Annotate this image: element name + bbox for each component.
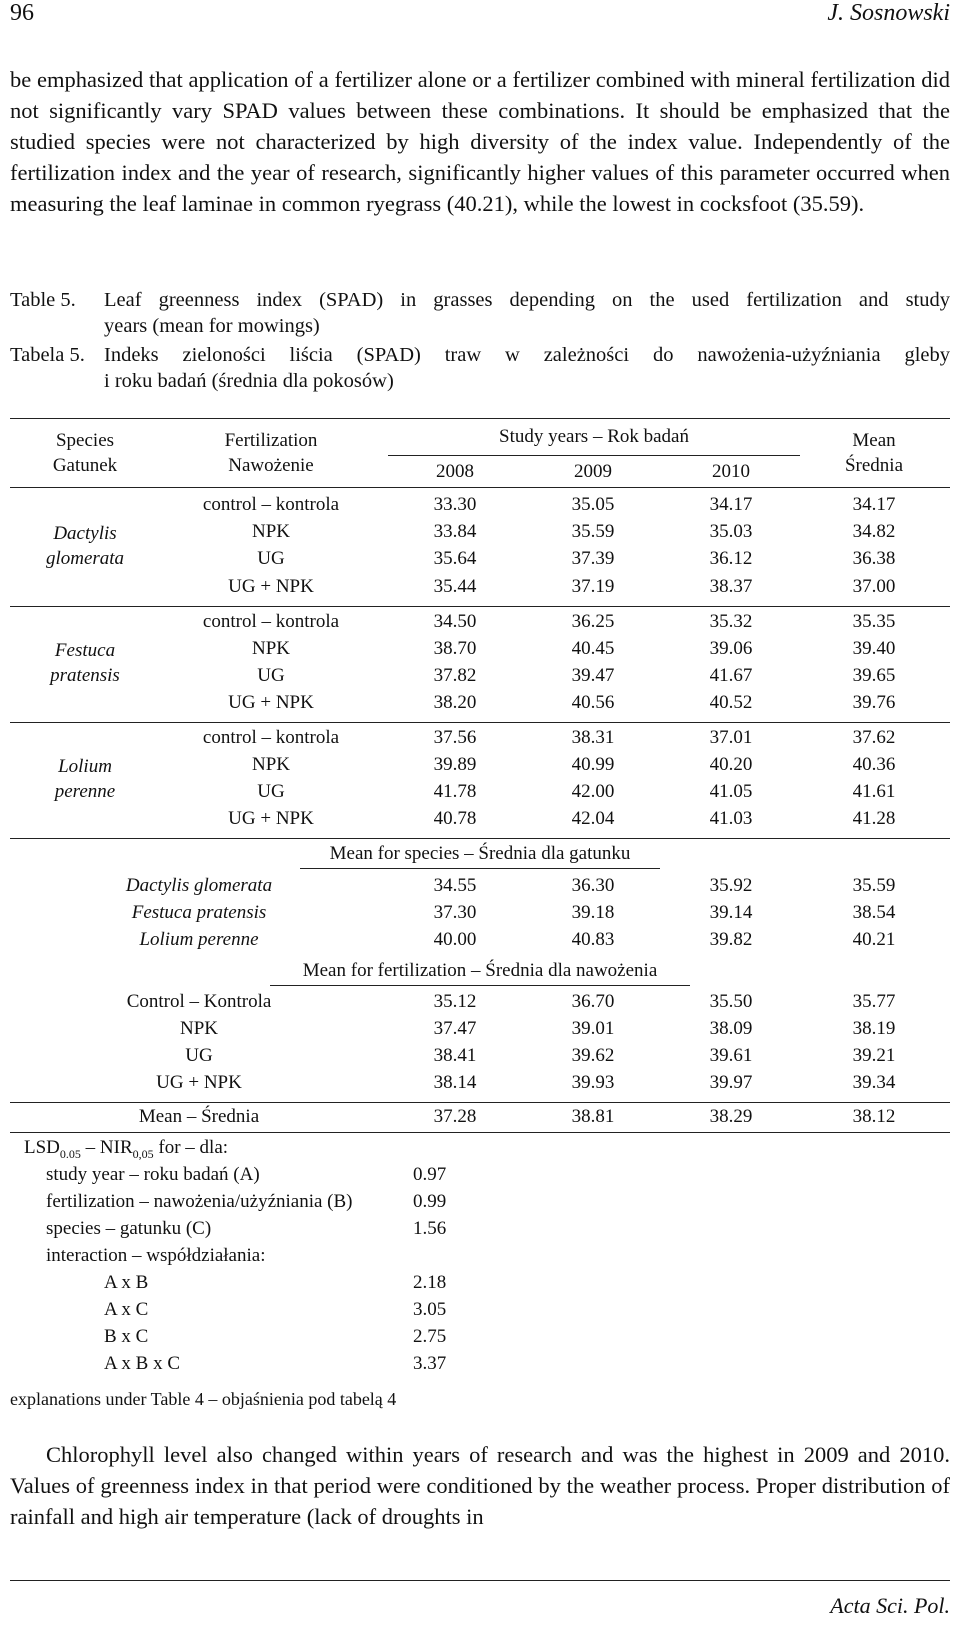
mean-cell: 39.65 (852, 665, 896, 686)
species-mean-label: Lolium perenne (139, 929, 259, 950)
value-cell: 40.20 (709, 754, 753, 775)
value-cell: 40.45 (571, 638, 615, 659)
value-cell: 37.01 (709, 727, 753, 748)
mean-cell: 39.76 (852, 692, 896, 713)
lsd-value: 3.37 (413, 1353, 447, 1374)
value-cell: 38.81 (571, 1106, 615, 1127)
overall-rule-top (10, 1102, 950, 1103)
lsd-label: interaction – współdziałania: (46, 1245, 266, 1266)
page-number: 96 (10, 0, 34, 26)
species-name-1a: Dactylis (53, 523, 117, 544)
table-top-rule (10, 418, 950, 419)
caption-pl-text-1: Indeks zieloności liścia (SPAD) traw w zależności do nawożenia-użyźniania gleby (104, 344, 950, 366)
value-cell: 37.28 (433, 1106, 477, 1127)
species-mean-title: Mean for species – Średnia dla gatunku (329, 843, 631, 864)
value-cell: 39.97 (709, 1072, 753, 1093)
intro-paragraph: be emphasized that application of a fertilizer alone or a fertilizer combined with mineral fertilization did not significantly vary SPAD values between these combinations. It should be emphasized that the studied species were not characterized by high diversity of the index value. Independently of the fertilization index and the year of research, significantly higher values of this parameter occurred when measuring the leaf laminae in common ryegrass (40.21), while the lowest in cocksfoot (35.59). (10, 67, 950, 216)
mean-cell: 41.28 (852, 808, 896, 829)
mean-cell: 38.12 (852, 1106, 896, 1127)
value-cell: 37.82 (433, 665, 477, 686)
value-cell: 39.18 (571, 902, 615, 923)
species-name-2b: pratensis (50, 665, 120, 686)
fert-label: UG (257, 781, 285, 802)
fert-label: UG + NPK (228, 808, 314, 829)
value-cell: 39.89 (433, 754, 477, 775)
value-cell: 38.29 (709, 1106, 753, 1127)
caption-en-text-2: years (mean for mowings) (104, 315, 320, 337)
fert-mean-title-rule (270, 985, 690, 986)
species-name-2a: Festuca (54, 640, 116, 661)
caption-en-label: Table 5. (10, 289, 76, 311)
value-cell: 34.50 (433, 611, 477, 632)
value-cell: 39.93 (571, 1072, 615, 1093)
journal-name: Acta Sci. Pol. (830, 1593, 950, 1618)
fert-label: control – kontrola (202, 611, 340, 632)
value-cell: 39.61 (709, 1045, 753, 1066)
value-cell: 39.47 (571, 665, 615, 686)
value-cell: 36.25 (571, 611, 615, 632)
value-cell: 38.70 (433, 638, 477, 659)
value-cell: 38.31 (571, 727, 615, 748)
running-author: J. Sosnowski (827, 0, 950, 26)
value-cell: 39.62 (571, 1045, 615, 1066)
caption-en-text-1: Leaf greenness index (SPAD) in grasses depending on the used fertilization and study (104, 289, 950, 311)
value-cell: 35.59 (571, 521, 615, 542)
value-cell: 36.70 (571, 991, 615, 1012)
head-species-en: Species (55, 430, 115, 451)
fert-label: control – kontrola (202, 727, 340, 748)
lsd-label: A x B (104, 1272, 149, 1293)
mean-cell: 35.35 (852, 611, 896, 632)
mean-cell: 38.19 (852, 1018, 896, 1039)
species-name-3b: perenne (54, 781, 116, 802)
head-fert-pl: Nawożenie (228, 455, 314, 476)
head-year-2010: 2010 (712, 461, 750, 482)
head-year-2009: 2009 (574, 461, 612, 482)
fert-mean-label: UG (185, 1045, 213, 1066)
lsd-label: A x C (104, 1299, 149, 1320)
lsd-label: study year – roku badań (A) (46, 1164, 260, 1185)
mean-cell: 35.59 (852, 875, 896, 896)
head-mean-en: Mean (852, 430, 896, 451)
mean-cell: 39.21 (852, 1045, 896, 1066)
value-cell: 41.05 (709, 781, 753, 802)
value-cell: 39.14 (709, 902, 753, 923)
value-cell: 39.06 (709, 638, 753, 659)
species-name-3a: Lolium (58, 756, 112, 777)
fert-label: control – kontrola (202, 494, 340, 515)
head-years-group: Study years – Rok badań (499, 426, 689, 447)
fert-label: UG + NPK (228, 692, 314, 713)
outro-paragraph: Chlorophyll level also changed within years of research and was the highest in 2009 and 2010. Values of greenness index in that period were conditioned by the weather process. Proper distribution of rainfall and high air temperature (lack of droughts in (10, 1442, 950, 1529)
fert-label: NPK (251, 638, 291, 659)
mean-cell: 35.77 (852, 991, 896, 1012)
value-cell: 37.19 (571, 576, 615, 597)
value-cell: 35.12 (433, 991, 477, 1012)
head-year-2008: 2008 (436, 461, 474, 482)
value-cell: 39.01 (571, 1018, 615, 1039)
fert-label: UG (257, 548, 285, 569)
fert-label: UG + NPK (228, 576, 314, 597)
species-mean-label: Dactylis glomerata (125, 875, 273, 896)
mean-cell: 39.40 (852, 638, 896, 659)
mean-cell: 38.54 (852, 902, 896, 923)
footer-rule (10, 1580, 950, 1581)
value-cell: 38.09 (709, 1018, 753, 1039)
value-cell: 41.67 (709, 665, 753, 686)
header-bottom-rule (10, 487, 950, 488)
value-cell: 40.56 (571, 692, 615, 713)
lsd-label: B x C (104, 1326, 149, 1347)
value-cell: 38.37 (709, 576, 753, 597)
mean-cell: 34.17 (852, 494, 896, 515)
value-cell: 41.03 (709, 808, 753, 829)
species-mean-label: Festuca pratensis (131, 902, 267, 923)
value-cell: 33.84 (433, 521, 477, 542)
fert-label: NPK (251, 521, 291, 542)
value-cell: 37.39 (571, 548, 615, 569)
value-cell: 35.05 (571, 494, 615, 515)
lsd-label: species – gatunku (C) (46, 1218, 212, 1239)
value-cell: 36.12 (709, 548, 753, 569)
value-cell: 35.44 (433, 576, 477, 597)
value-cell: 37.30 (433, 902, 477, 923)
mean-cell: 40.21 (852, 929, 896, 950)
value-cell: 39.82 (709, 929, 753, 950)
value-cell: 34.17 (709, 494, 753, 515)
value-cell: 34.55 (433, 875, 477, 896)
mean-cell: 34.82 (852, 521, 896, 542)
value-cell: 36.30 (571, 875, 615, 896)
lsd-value: 0.99 (413, 1191, 447, 1212)
value-cell: 38.14 (433, 1072, 477, 1093)
caption-pl-text-2: i roku badań (średnia dla pokosów) (104, 370, 394, 392)
fert-mean-label: NPK (179, 1018, 219, 1039)
value-cell: 35.32 (709, 611, 753, 632)
lsd-value: 2.75 (413, 1326, 447, 1347)
mean-cell: 37.62 (852, 727, 896, 748)
value-cell: 38.41 (433, 1045, 477, 1066)
lsd-value: 0.97 (413, 1164, 447, 1185)
head-species-pl: Gatunek (52, 455, 118, 476)
value-cell: 37.56 (433, 727, 477, 748)
value-cell: 35.50 (709, 991, 753, 1012)
value-cell: 40.83 (571, 929, 615, 950)
value-cell: 42.00 (571, 781, 615, 802)
fert-label: UG (257, 665, 285, 686)
value-cell: 40.99 (571, 754, 615, 775)
value-cell: 40.78 (433, 808, 477, 829)
value-cell: 35.03 (709, 521, 753, 542)
head-mean-pl: Średnia (844, 455, 904, 476)
species-mean-title-rule (300, 868, 660, 869)
mean-cell: 39.34 (852, 1072, 896, 1093)
mean-cell: 37.00 (852, 576, 896, 597)
lsd-value: 2.18 (413, 1272, 447, 1293)
group-rule-3 (10, 838, 950, 839)
table-explanations: explanations under Table 4 – objaśnienia pod tabelą 4 (10, 1389, 397, 1409)
group-rule-2 (10, 722, 950, 723)
mean-cell: 40.36 (852, 754, 896, 775)
mean-cell: 41.61 (852, 781, 896, 802)
head-fert-en: Fertilization (224, 430, 318, 451)
lsd-title: $LSD_{0.05} - NIR_{0,05}$ for – dla: (24, 1137, 229, 1161)
value-cell: 33.30 (433, 494, 477, 515)
fert-mean-label: UG + NPK (156, 1072, 242, 1093)
fert-mean-title: Mean for fertilization – Średnia dla nawożenia (302, 960, 658, 981)
lsd-value: 1.56 (413, 1218, 447, 1239)
caption-pl-label: Tabela 5. (10, 344, 85, 366)
years-group-rule (388, 455, 800, 456)
overall-mean-label: Mean – Średnia (138, 1106, 260, 1127)
mean-cell: 36.38 (852, 548, 896, 569)
table-bottom-rule (10, 1132, 950, 1133)
species-name-1b: glomerata (45, 548, 125, 569)
group-rule-1 (10, 606, 950, 607)
lsd-label: fertilization – nawożenia/użyźniania (B) (46, 1191, 353, 1212)
value-cell: 42.04 (571, 808, 615, 829)
value-cell: 35.92 (709, 875, 753, 896)
value-cell: 41.78 (433, 781, 477, 802)
fert-label: NPK (251, 754, 291, 775)
lsd-value: 3.05 (413, 1299, 447, 1320)
value-cell: 40.00 (433, 929, 477, 950)
value-cell: 35.64 (433, 548, 477, 569)
value-cell: 40.52 (709, 692, 753, 713)
fert-mean-label: Control – Kontrola (126, 991, 272, 1012)
lsd-label: A x B x C (104, 1353, 181, 1374)
value-cell: 37.47 (433, 1018, 477, 1039)
value-cell: 38.20 (433, 692, 477, 713)
